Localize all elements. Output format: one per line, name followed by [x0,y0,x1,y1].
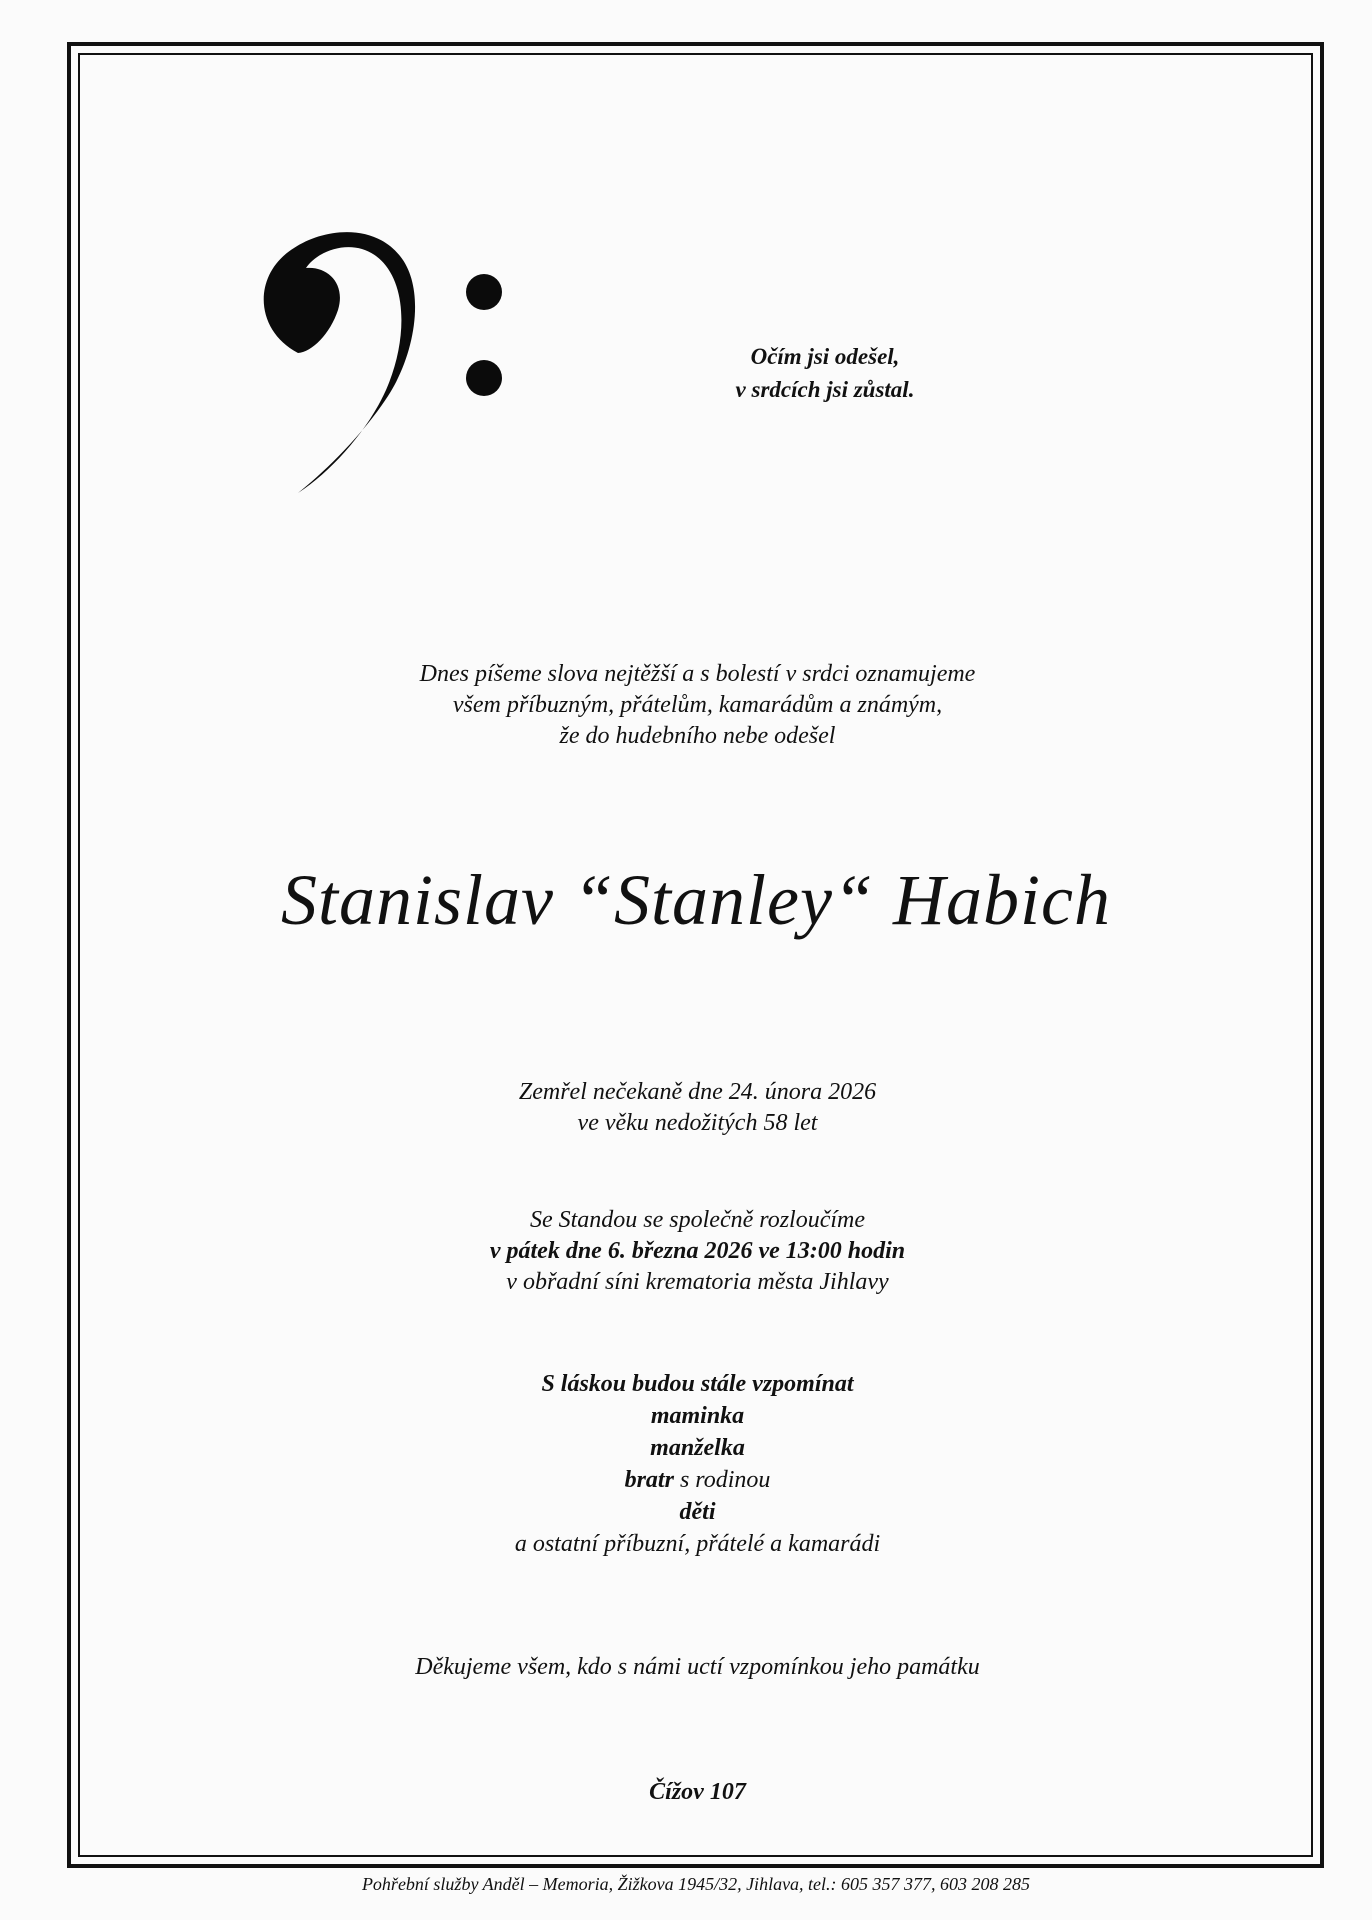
motto-line: Očím jsi odešel, [750,344,900,369]
family-member: děti [679,1499,716,1525]
family-member [200,1464,1195,1496]
motto [660,340,990,406]
address: Čížov 107 [649,1779,746,1805]
family-member-suffix: s rodinou [673,1467,771,1493]
funeral-line: Se Standou se společně rozloučíme [529,1207,866,1233]
family-member: manželka [650,1435,745,1461]
family-member-name: bratr [624,1467,674,1493]
intro-line: že do hudebního nebe odešel [559,723,836,749]
funeral-place: v obřadní síni krematoria města Jihlavy [506,1269,889,1295]
funeral-date: v pátek dne 6. března 2026 ve 13:00 hodin [489,1238,906,1264]
funeral-info [200,1205,1195,1298]
thanks-text: Děkujeme všem, kdo s námi uctí vzpomínkou jeho památku [415,1654,980,1680]
family-others: a ostatní příbuzní, přátelé a kamarádi [514,1531,881,1557]
bass-clef-icon [250,218,520,498]
motto-line: v srdcích jsi zůstal. [735,377,915,402]
footer-funeral-service: Pohřební služby Anděl – Memoria, Žižkova 1945/32, Jihlava, tel.: 605 357 377, 603 208 285 [361,1874,1031,1894]
death-line: ve věku nedožitých 58 let [577,1110,818,1136]
intro-line: Dnes píšeme slova nejtěžší a s bolestí v srdci oznamujeme [419,661,976,687]
family-member: maminka [650,1403,745,1429]
death-line: Zemřel nečekaně dne 24. února 2026 [518,1079,877,1105]
deceased-name: Stanislav “Stanley“ Habich [281,860,1111,940]
death-info [200,1077,1195,1139]
family-list [200,1368,1195,1560]
family-heading: S láskou budou stále vzpomínat [541,1371,854,1397]
intro-text [200,659,1195,752]
intro-line: všem příbuzným, přátelům, kamarádům a známým, [452,692,943,718]
